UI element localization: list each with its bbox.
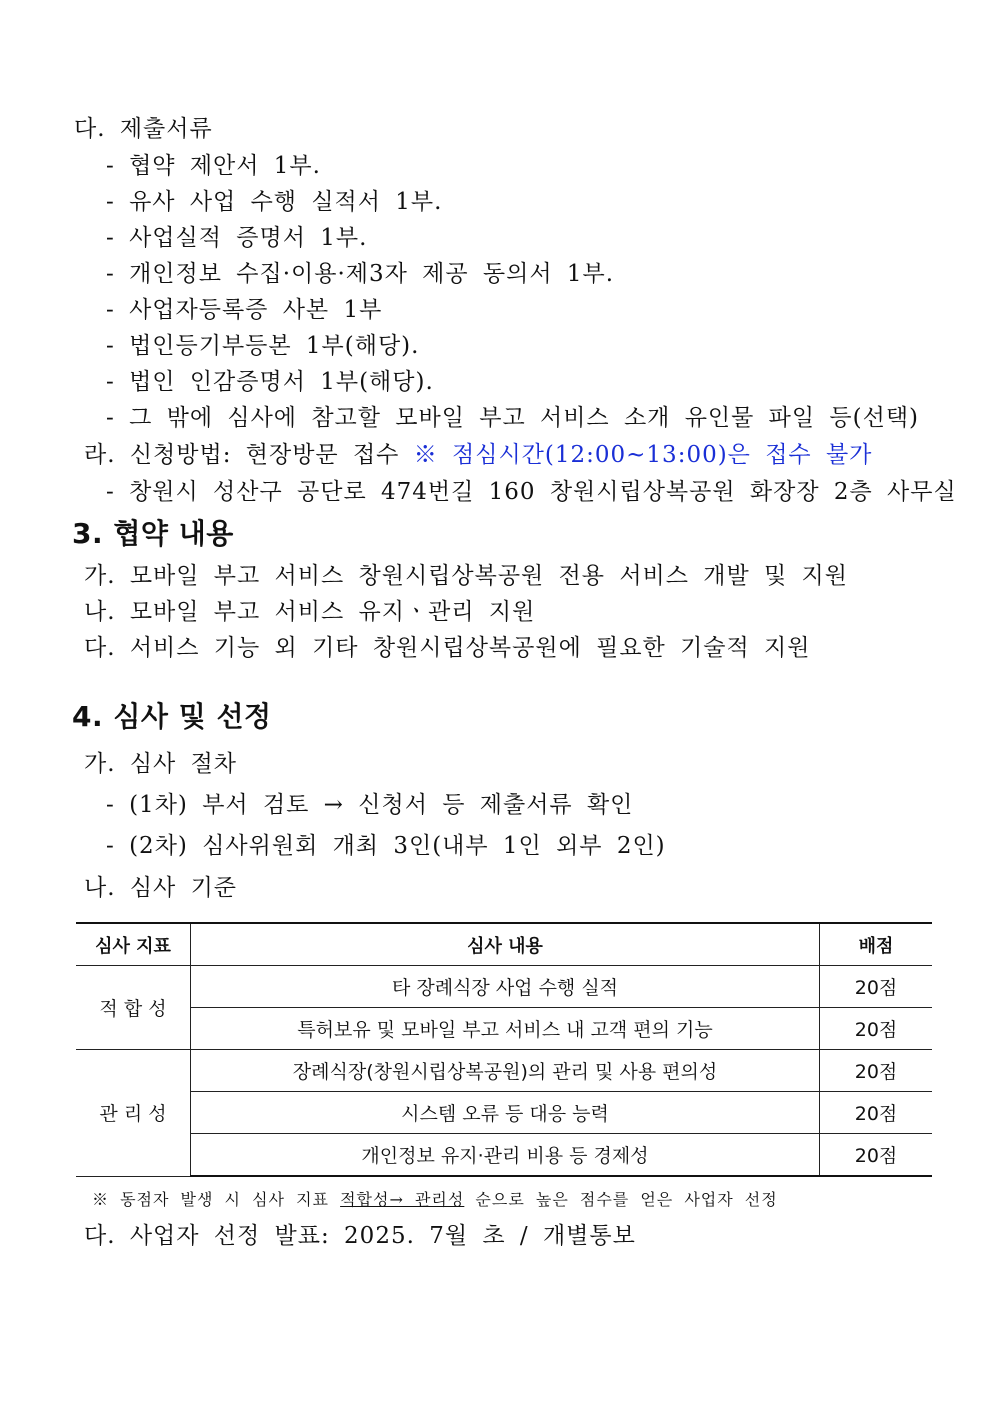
criteria-content: 개인정보 유지·관리 비용 등 경제성 <box>191 1134 820 1177</box>
review-criteria-table <box>76 922 932 1177</box>
agreement-item: 다. 서비스 기능 외 기타 창원시립상복공원에 필요한 기술적 지원 <box>84 635 811 661</box>
criteria-score: 20점 <box>820 1134 933 1177</box>
indicator-suitability: 적 합 성 <box>76 966 191 1050</box>
agreement-item: 나. 모바일 부고 서비스 유지ㆍ관리 지원 <box>84 599 536 625</box>
criteria-content: 타 장례식장 사업 수행 실적 <box>191 966 820 1008</box>
criteria-content: 시스템 오류 등 대응 능력 <box>191 1092 820 1134</box>
review-procedure-title: 가. 심사 절차 <box>84 751 238 777</box>
indicator-management: 관 리 성 <box>76 1050 191 1177</box>
submission-doc-item: - 사업자등록증 사본 1부 <box>106 297 383 323</box>
submission-doc-item: - 사업실적 증명서 1부. <box>106 225 368 251</box>
table-row <box>76 1134 932 1177</box>
application-method-label: 라. 신청방법: 현장방문 접수 <box>84 442 400 468</box>
review-criteria-title: 나. 심사 기준 <box>84 875 238 901</box>
application-method <box>84 440 872 470</box>
note-suffix: 순으로 높은 점수를 얻은 사업자 선정 <box>475 1190 778 1209</box>
submission-doc-item: - 법인 인감증명서 1부(해당). <box>106 369 434 395</box>
note-underlined: 적합성→ 관리성 <box>340 1190 465 1209</box>
table-row <box>76 1092 932 1134</box>
submission-doc-item: - 그 밖에 심사에 참고할 모바일 부고 서비스 소개 유인물 파일 등(선택) <box>106 405 920 431</box>
criteria-score: 20점 <box>820 1050 933 1092</box>
section-3-heading: 3. 협약 내용 <box>72 517 234 550</box>
criteria-content: 장례식장(창원시립상복공원)의 관리 및 사용 편의성 <box>191 1050 820 1092</box>
submission-doc-item: - 유사 사업 수행 실적서 1부. <box>106 189 443 215</box>
header-indicator: 심사 지표 <box>76 923 191 966</box>
table-row <box>76 1008 932 1050</box>
submission-doc-item: - 개인정보 수집·이용·제3자 제공 동의서 1부. <box>106 261 615 287</box>
header-score: 배점 <box>820 923 933 966</box>
selection-announcement: 다. 사업자 선정 발표: 2025. 7월 초 / 개별통보 <box>84 1223 636 1249</box>
application-address: - 창원시 성산구 공단로 474번길 160 창원시립상복공원 화장장 2층 사무실 <box>106 479 957 505</box>
criteria-score: 20점 <box>820 966 933 1008</box>
review-procedure-item: - (2차) 심사위원회 개최 3인(내부 1인 외부 2인) <box>106 833 666 859</box>
criteria-score: 20점 <box>820 1092 933 1134</box>
table-row <box>76 1050 932 1092</box>
tie-break-note <box>92 1188 778 1212</box>
agreement-item: 가. 모바일 부고 서비스 창원시립상복공원 전용 서비스 개발 및 지원 <box>84 563 848 589</box>
header-content: 심사 내용 <box>191 923 820 966</box>
lunch-notice: ※ 점심시간(12:00~13:00)은 접수 불가 <box>413 442 873 468</box>
submission-doc-item: - 협약 제안서 1부. <box>106 153 321 179</box>
table-row <box>76 966 932 1008</box>
criteria-score: 20점 <box>820 1008 933 1050</box>
section-4-heading: 4. 심사 및 선정 <box>72 700 272 733</box>
submission-doc-item: - 법인등기부등본 1부(해당). <box>106 333 420 359</box>
table-header-row <box>76 923 932 966</box>
criteria-content: 특허보유 및 모바일 부고 서비스 내 고객 편의 기능 <box>191 1008 820 1050</box>
review-procedure-item: - (1차) 부서 검토 → 신청서 등 제출서류 확인 <box>106 792 634 818</box>
submission-docs-title: 다. 제출서류 <box>74 116 213 142</box>
note-prefix: ※ 동점자 발생 시 심사 지표 <box>92 1190 329 1209</box>
